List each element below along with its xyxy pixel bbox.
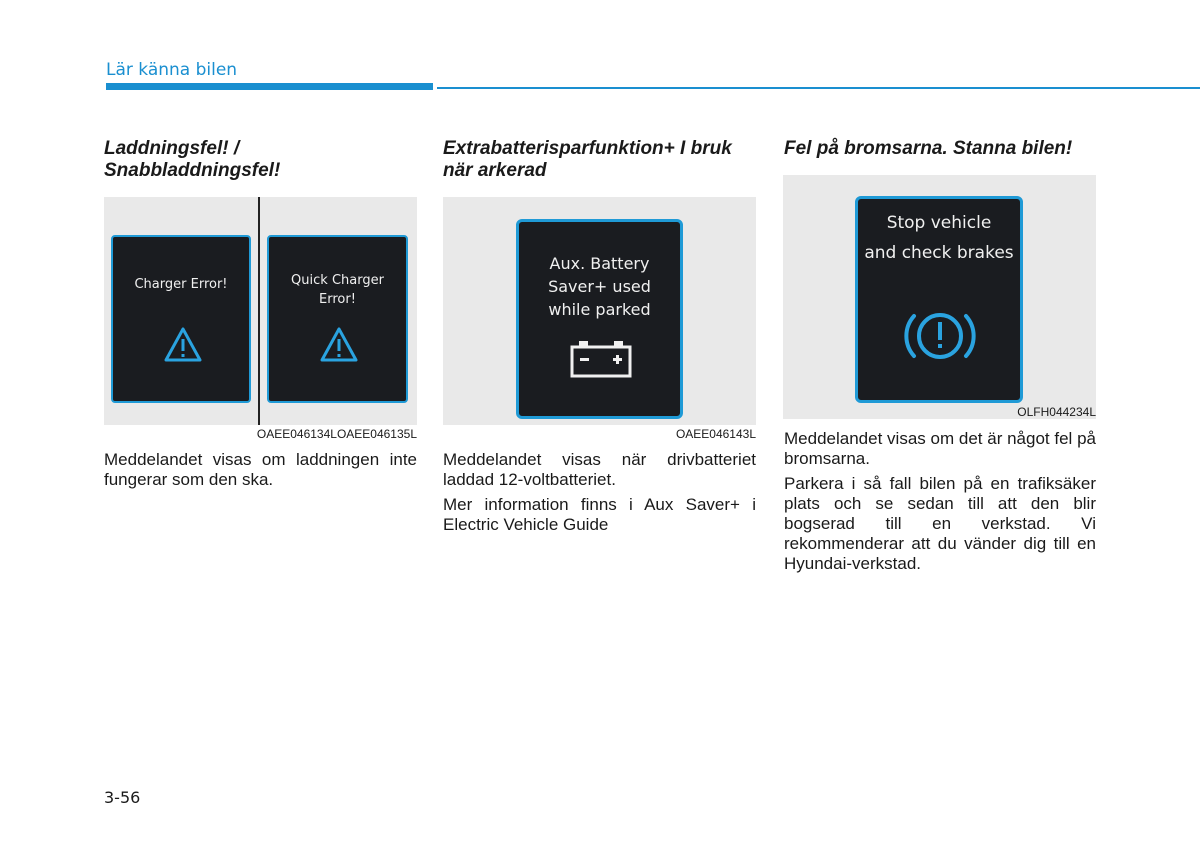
figure-divider [258,197,260,425]
figure-code: OAEE046134LOAEE046135L [256,427,417,441]
screen-charger-error [111,235,251,403]
figure-aux-battery [443,197,756,425]
figure-code: OAEE046143L [675,427,756,441]
screen-text-line1: Stop vehicle [886,213,992,233]
screen-brake-error [855,196,1023,403]
screen-quick-charger-error [267,235,408,403]
paragraph: Parkera i så fall bilen på en trafiksäker plats och se sedan till att den blir bogserad till en verkstad. Vi rekommenderar att du vänder dig till en Hyundai-verkstad. [784,474,1096,573]
brake-warning-icon [902,306,978,366]
section-title-charger-error: Laddningsfel! / Snabbladdningsfel! [104,138,281,181]
screen-aux-battery [516,219,683,419]
chapter-title: Lär känna bilen [106,60,238,80]
paragraph: Meddelandet visas om det är något fel på bromsarna. [784,429,1096,468]
section-title-brake-error: Fel på bromsarna. Stanna bilen! [784,138,1073,159]
screen-text: Charger Error! [134,277,228,292]
battery-icon [570,339,632,379]
figure-code: OLFH044234L [1017,405,1096,419]
section-body [104,450,417,495]
screen-text: Quick Charger Error! [291,273,384,307]
screen-text: Aux. Battery Saver+ used while parked [548,254,651,319]
figure-brake-error [783,175,1096,419]
figure-charger-error [104,197,417,425]
section-title-aux-battery: Extrabatterisparfunktion+ I bruk när arkerad [443,138,732,181]
section-body [784,429,1096,579]
section-body [443,450,756,540]
header-rule-thick [106,83,433,90]
paragraph: Mer information finns i Aux Saver+ i Electric Vehicle Guide [443,495,756,534]
screen-text-line2: and check brakes [864,243,1014,263]
paragraph: Meddelandet visas om laddningen inte fungerar som den ska. [104,450,417,489]
warning-triangle-icon [162,325,204,365]
paragraph: Meddelandet visas när drivbatteriet laddad 12-voltbatteriet. [443,450,756,489]
page-number: 3-56 [104,788,141,807]
warning-triangle-icon [318,325,360,365]
header-rule-thin [437,87,1200,89]
